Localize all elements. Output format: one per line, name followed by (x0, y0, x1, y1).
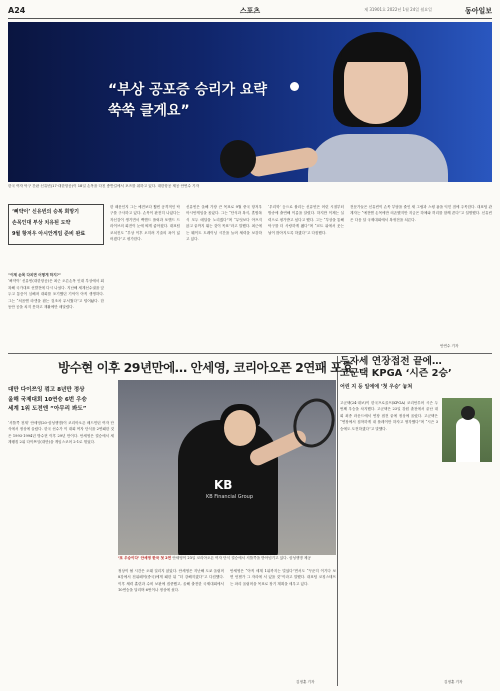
column-text: ‘우리학’ 등으로 불리는 신유빈은 어린 시절부터 방송에 출연해 이름을 알렸다. 하지만 이제는 실력으로 평가받고 싶다고 했다. 그는 “부상을 통해 탁구를 더 사랑하게 됐다”며 “코트 위에서 웃는 날이 많아지도록 하겠다”고 다짐했다. (268, 205, 344, 235)
lead-question: “이제 손목 다치면 어떻게 하지?” (8, 273, 61, 277)
page-number: A24 (8, 6, 26, 15)
player-bangs (341, 38, 411, 62)
sponsor-logo: KB (214, 478, 233, 492)
second-photo-caption (118, 556, 336, 561)
second-headline: 방수현 이후 29년만에… 안세영, 코리아오픈 2연패 포효 (58, 360, 354, 375)
side-title-2: 고군택 KPGA ‘시즌 2승’ (340, 368, 452, 379)
subhead-line: 올해 국제대회 10연승 6번 우승 (8, 396, 87, 403)
column-text: ‘셔틀콕 천재’ 안세영(20·삼성생명)이 코리아오픈 배드민턴 여자 단식에서 정상에 올랐다. 한국 선수가 이 대회 여자 단식을 2연패한 것은 1993·1994년 방수현 이후 29년 만이다. 안세영은 결승에서 세계랭킹 2위 다이쯔잉(대만)을 게임스코어 2-1로 꺾었다. (8, 421, 114, 445)
newspaper-brand: 동아일보 (464, 7, 492, 15)
subhead-line: 9월 항저우 아시안게임 준비 완료 (12, 231, 86, 237)
ball-icon (290, 82, 299, 91)
column-text: 안세영은 “아직 세계 1위까지는 멀었다”면서도 “꾸준히 이기다 보면 언젠가 그 자리에 서 있을 것”이라고 말했다. 대표팀 코칭스태프는 파리 올림픽을 목표로 장기 계획을 세우고 있다. (230, 569, 336, 586)
column-text: 신유빈은 올해 가장 큰 목표로 9월 중국 항저우 아시안게임을 꼽았다. 그는 “단식과 복식, 혼합복식 모두 메달을 노리겠다”며 “무엇보다 아프지 않고 끝까지 뛰는 것이 목표”라고 말했다. 최근에는 웨이트 트레이닝 시간을 늘려 체력을 보강하고 있다. (186, 205, 262, 242)
side-title-1: 두자세 연장접전 끝에… (340, 356, 442, 367)
side-subhead: 어린 지 등 일에에 ‘첫 우승’ 놓쳐 (340, 384, 413, 390)
subhead-line: 손목인대 부상 치유된 도약 (12, 220, 71, 226)
column-text: 한 때문인지 그는 예전보다 훨씬 공격적인 탁구를 구사하고 있다. 손목이 완전히 나았다는 자신감이 생기면서 백핸드 플릭과 포핸드 드라이브의 회전이 눈에 띄게 좋아졌다. 대표팀 코치진도 “부상 이후 오히려 기술의 폭이 넓어졌다”고 평가한다. (110, 205, 180, 242)
subhead-line: 대만 다이쯔잉 꺾고 8년만 정상 (8, 387, 85, 393)
subhead-line: 세계 1위 도전엔 “아무리 봐도” (8, 406, 87, 412)
article-column-1 (8, 272, 104, 352)
page-header (8, 6, 492, 19)
side-column-a (340, 400, 438, 464)
player-shirt (308, 134, 448, 182)
pull-quote: “부상 공포증 승리가 요략 쑥쑥 클게요” (108, 82, 268, 119)
article-column-5 (350, 204, 492, 342)
caption-text: 안세영이 23일 코리아오픈 여자 단식 결승에서 셔틀콕을 받아넘기고 있다. 삼성생명 제공 (172, 556, 311, 560)
caption-text: 한국 여자 탁구 간판 신유빈(17·대한항공)이 18일 손목을 다친 충반길에서 포즈를 취하고 있다. 대한항공 제공 (8, 184, 180, 188)
golfer-photo (442, 398, 492, 462)
side-byline: 김정훈 기자 (444, 680, 463, 684)
issue-date: 제 31901호 2022년 1월 24일 월요일 (364, 7, 432, 12)
second-subheads (8, 386, 114, 415)
side-story (340, 356, 492, 395)
badminton-photo (118, 380, 336, 555)
section-divider (8, 353, 492, 354)
sponsor-logo-sub: KB Financial Group (206, 494, 254, 500)
column-text: ‘삐약이’ 신유빈(대한항공)은 최근 오른손목 인대 부상에서 회복해 국가대표 선발전에 다시 나섰다. 지난해 세계선수권을 앞두고 통증이 심해져 대회를 포기했던 기억이 아직 생생하다. 그는 “처음엔 라켓을 잡는 것조차 무서웠다”고 털어놨다. 한동안 공을 치지 못하고 재활에만 매달렸다. (8, 279, 104, 310)
column-text: 정상이 될 시간은 오래 걸리지 않았다. 안세영은 지난해 도쿄 올림픽 8강에서 천위페이(중국)에게 패한 뒤 “더 강해지겠다”고 다짐했다. 이후 체력 훈련과 수비 보완에 집중했고, 올해 출전한 국제대회에서 10연승을 달리며 6번이나 정상에 섰다. (118, 569, 224, 593)
photo-caption (8, 184, 492, 200)
second-column-2 (118, 568, 224, 686)
article-column-3 (186, 204, 262, 350)
subhead-frame (8, 204, 104, 245)
caption-byline: 안연수 기자 (180, 184, 200, 188)
caption-title: ‘또 우승이다’ 안세영 한국 첫 2연 (118, 556, 172, 560)
golfer-head (461, 406, 475, 420)
column-text: 고군택(24·대보)이 한국프로골프(KPGA) 코리안투어 시즌 두 번째 우승을 차지했다. 고군택은 23일 강원 춘천에서 끝난 대회 최종 라운드에서 연장 접전 끝에 정상에 올랐다. 고군택은 “연장에서 침착하게 내 플레이만 하자고 생각했다”며 “시즌 3승에도 도전하겠다”고 말했다. (340, 401, 438, 431)
player-face (224, 410, 256, 446)
article-column-4 (268, 204, 344, 350)
article-column-2 (110, 204, 180, 350)
article-byline: 안연수 기자 (440, 344, 459, 348)
table-tennis-photo (8, 22, 492, 182)
subhead-line: ‘삐약이’ 신유빈의 승복 희망기 (12, 209, 79, 215)
column-divider (337, 356, 338, 686)
section-title: 스포츠 (239, 7, 261, 15)
paddle-icon (220, 140, 256, 178)
second-byline: 김정훈 기자 (296, 680, 315, 684)
subhead-box (8, 204, 104, 245)
column-text: 전문가들은 신유빈이 손목 부담을 줄인 새 그립과 스윙 폼을 익힌 점에 주목한다. 대표팀 관계자는 “예전엔 손목에만 의존했지만 지금은 하체와 허리를 함께 쓴다”고 설명했다. 신유빈은 다음 달 국제대회에서 복귀전을 치른다. (350, 205, 492, 222)
golfer-body (456, 418, 480, 462)
second-column-1 (8, 420, 114, 686)
second-column-3 (230, 568, 336, 678)
